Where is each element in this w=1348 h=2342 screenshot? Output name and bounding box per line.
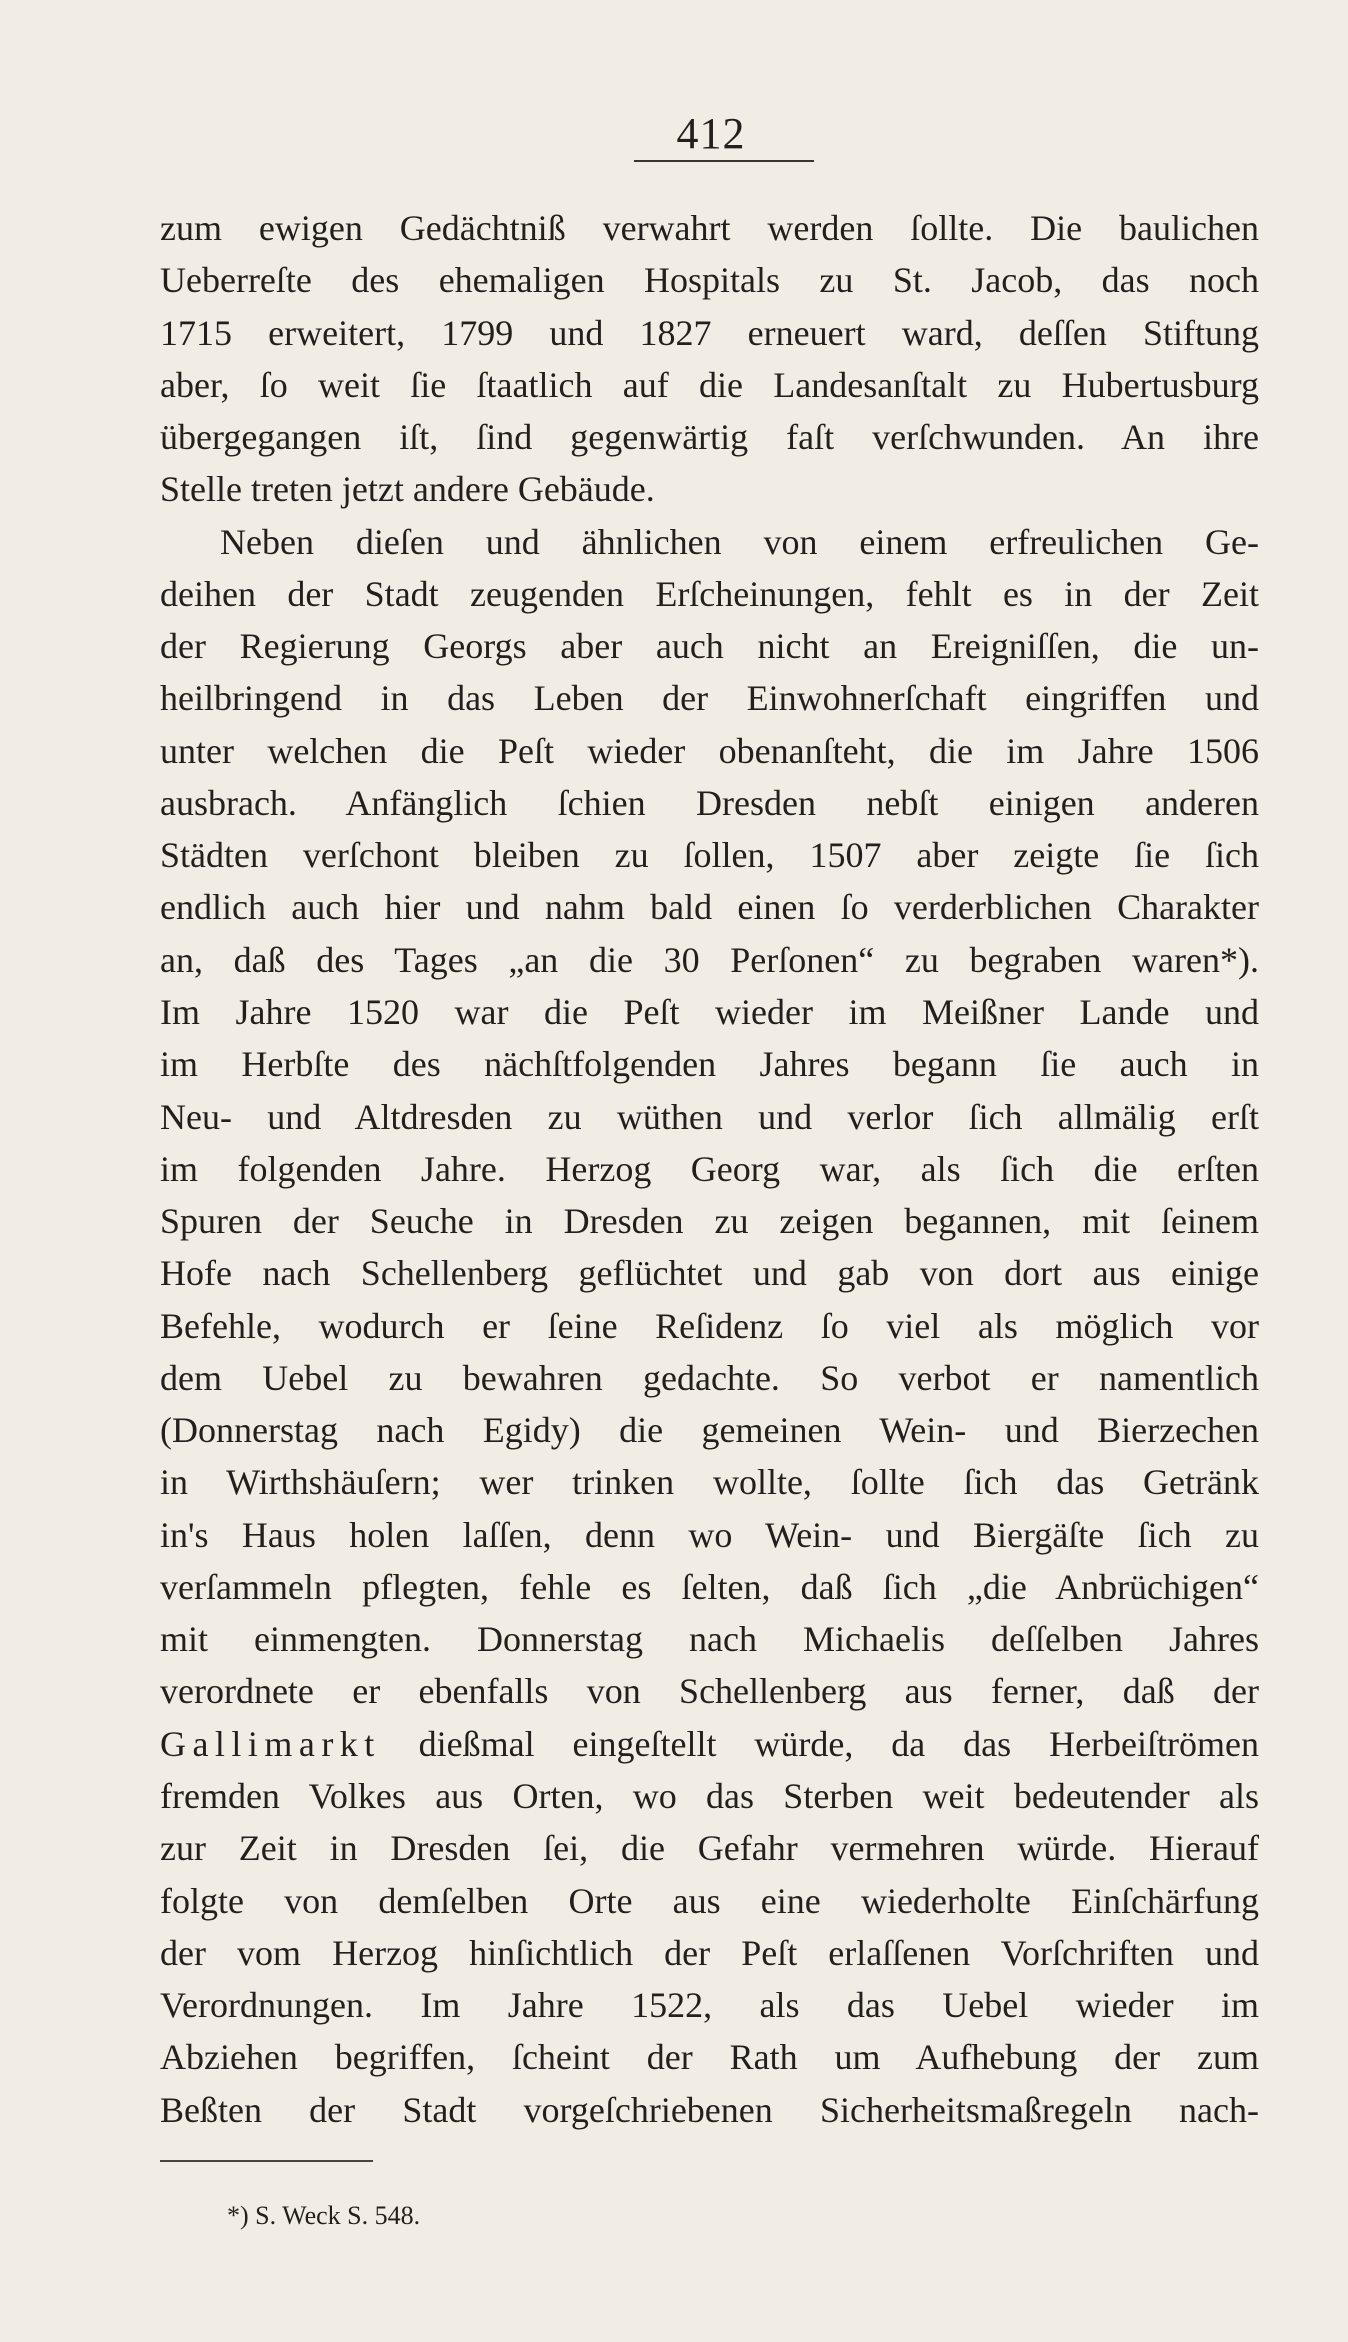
text-line: fremden Volkes aus Orten, wo das Sterben weit bedeutender als xyxy=(160,1775,1259,1816)
text-line: der Regierung Georgs aber auch nicht an Ereigniſſen, die un- xyxy=(160,626,1259,667)
text-line: im folgenden Jahre. Herzog Georg war, als ſich die erſten xyxy=(160,1148,1259,1189)
text-line: (Donnerstag nach Egidy) die gemeinen Wein- und Bierzechen xyxy=(160,1410,1259,1451)
footnote: *) S. Weck S. 548. xyxy=(227,2201,421,2230)
text-line: Hofe nach Schellenberg geflüchtet und gab von dort aus einige xyxy=(160,1253,1259,1294)
text-line: ausbrach. Anfänglich ſchien Dresden nebſt einigen anderen xyxy=(160,782,1259,823)
text-line: deihen der Stadt zeugenden Erſcheinungen, fehlt es in der Zeit xyxy=(160,573,1259,614)
text-line: Abziehen begriffen, ſcheint der Rath um Aufhebung der zum xyxy=(160,2037,1259,2078)
text-line: an, daß des Tages „an die 30 Perſonen“ zu begraben waren*). xyxy=(160,939,1259,980)
text-line: verſammeln pflegten, fehle es ſelten, daß ſich „die Anbrüchigen“ xyxy=(160,1566,1259,1607)
text-line: mit einmengten. Donnerstag nach Michaelis deſſelben Jahres xyxy=(160,1619,1259,1660)
text-line: übergegangen iſt, ſind gegenwärtig faſt verſchwunden. An ihre xyxy=(160,417,1259,458)
text-line: Im Jahre 1520 war die Peſt wieder im Meißner Lande und xyxy=(160,991,1259,1032)
text-line: Spuren der Seuche in Dresden zu zeigen begannen, mit ſeinem xyxy=(160,1201,1259,1242)
text-line xyxy=(160,1718,1259,1770)
text-line: Befehle, wodurch er ſeine Reſidenz ſo viel als möglich vor xyxy=(160,1305,1259,1346)
text-line: verordnete er ebenfalls von Schellenberg aus ferner, daß der xyxy=(160,1671,1259,1712)
body-text xyxy=(160,202,1259,2136)
paragraph-first-line: Neben dieſen und ähnlichen von einem erfreulichen Ge- xyxy=(220,521,1259,562)
text-line: dem Uebel zu bewahren gedachte. So verbot er namentlich xyxy=(160,1357,1259,1398)
text-line: zum ewigen Gedächtniß verwahrt werden ſollte. Die baulichen xyxy=(160,208,1259,248)
text-line: folgte von demſelben Orte aus eine wiederholte Einſchärfung xyxy=(160,1880,1259,1921)
text-line: Beßten der Stadt vorgeſchriebenen Sicherheitsmaßregeln nach- xyxy=(160,2089,1259,2130)
text-line: 1715 erweitert, 1799 und 1827 erneuert ward, deſſen Stiftung xyxy=(160,312,1259,353)
text-line: Verordnungen. Im Jahre 1522, als das Uebel wieder im xyxy=(160,1985,1259,2026)
text-line: endlich auch hier und nahm bald einen ſo verderblichen Charakter xyxy=(160,887,1259,928)
text-line: der vom Herzog hinſichtlich der Peſt erlaſſenen Vorſchriften und xyxy=(160,1932,1259,1973)
page-number: 412 xyxy=(676,109,746,158)
text-line: Neu- und Altdresden zu wüthen und verlor ſich allmälig erſt xyxy=(160,1096,1259,1137)
page-number-rule xyxy=(634,160,814,162)
text-line: heilbringend in das Leben der Einwohnerſchaft eingriffen und xyxy=(160,678,1259,719)
text-line: zur Zeit in Dresden ſei, die Gefahr vermehren würde. Hierauf xyxy=(160,1828,1259,1869)
text-line: aber, ſo weit ſie ſtaatlich auf die Landesanſtalt zu Hubertusburg xyxy=(160,364,1259,405)
text-line: in's Haus holen laſſen, denn wo Wein- und Biergäſte ſich zu xyxy=(160,1514,1259,1555)
text-line: Ueberreſte des ehemaligen Hospitals zu St. Jacob, das noch xyxy=(160,260,1259,301)
text-line: im Herbſte des nächſtfolgenden Jahres begann ſie auch in xyxy=(160,1044,1259,1085)
text-line: unter welchen die Peſt wieder obenanſteht, die im Jahre 1506 xyxy=(160,730,1259,771)
spaced-word: Gallimarkt xyxy=(160,1723,381,1764)
text-line: Städten verſchont bleiben zu ſollen, 1507 aber zeigte ſie ſich xyxy=(160,835,1259,876)
paragraph-last-line: Stelle treten jetzt andere Gebäude. xyxy=(160,469,655,510)
text-line: in Wirthshäuſern; wer trinken wollte, ſollte ſich das Getränk xyxy=(160,1462,1259,1503)
footnote-rule xyxy=(160,2160,373,2162)
line-remainder: dießmal eingeſtellt würde, da das Herbeiſtrömen xyxy=(380,1723,1259,1764)
